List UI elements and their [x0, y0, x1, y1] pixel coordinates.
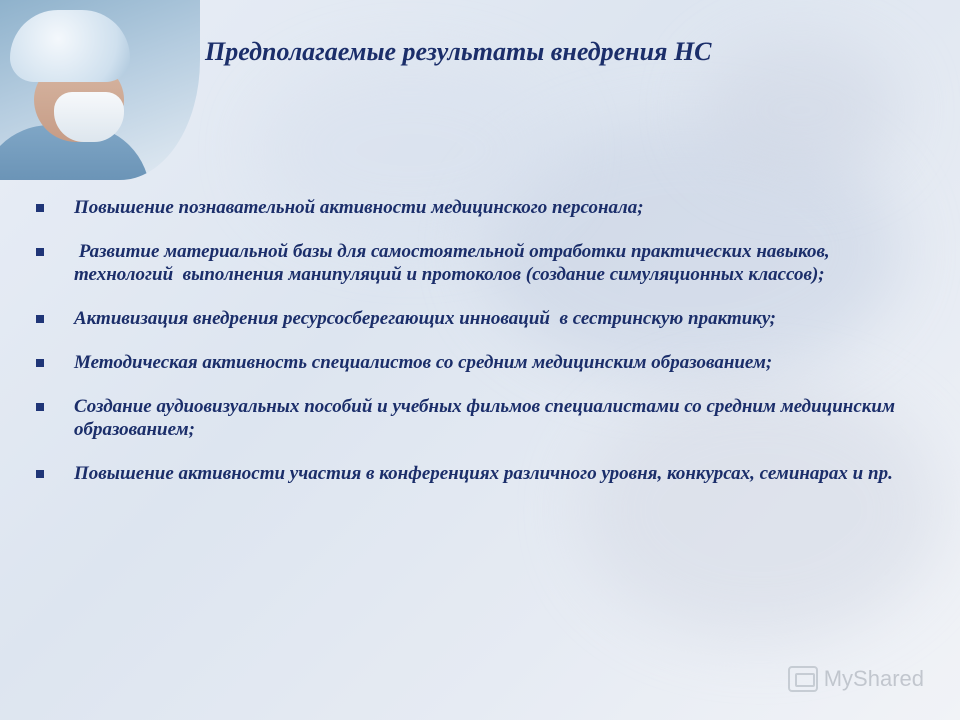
bullet-text: Повышение активности участия в конференциях различного уровня, конкурсах, семинарах и пр.: [74, 463, 893, 484]
surgeon-photo: [0, 0, 200, 180]
bullet-item: [30, 307, 930, 330]
square-bullet-icon: [36, 403, 44, 411]
square-bullet-icon: [36, 315, 44, 323]
bullet-item: [30, 395, 930, 441]
bullet-text: Создание аудиовизуальных пособий и учебных фильмов специалистами со средним медицинским образованием;: [74, 396, 895, 440]
square-bullet-icon: [36, 359, 44, 367]
slide-title: Предполагаемые результаты внедрения НС: [205, 37, 712, 66]
bullet-item: [30, 462, 930, 485]
watermark: [788, 666, 924, 692]
bullet-item: [30, 196, 930, 219]
surgical-mask: [54, 92, 124, 142]
square-bullet-icon: [36, 204, 44, 212]
bullet-list: [30, 196, 930, 485]
bullet-text: Активизация внедрения ресурсосберегающих инноваций в сестринскую практику;: [74, 308, 776, 329]
bullet-item: [30, 240, 930, 286]
square-bullet-icon: [36, 248, 44, 256]
bullet-text: Развитие материальной базы для самостоятельной отработки практических навыков, технологий выполнения манипуляций и протоколов (создание симуляционных классов);: [74, 241, 840, 285]
watermark-text: MyShared: [823, 666, 924, 691]
bullet-text: Методическая активность специалистов со средним медицинским образованием;: [74, 352, 773, 373]
presentation-icon: [788, 666, 818, 692]
bullet-item: [30, 351, 930, 374]
square-bullet-icon: [36, 470, 44, 478]
bullet-text: Повышение познавательной активности медицинского персонала;: [74, 197, 644, 218]
surgical-cap: [10, 10, 130, 82]
